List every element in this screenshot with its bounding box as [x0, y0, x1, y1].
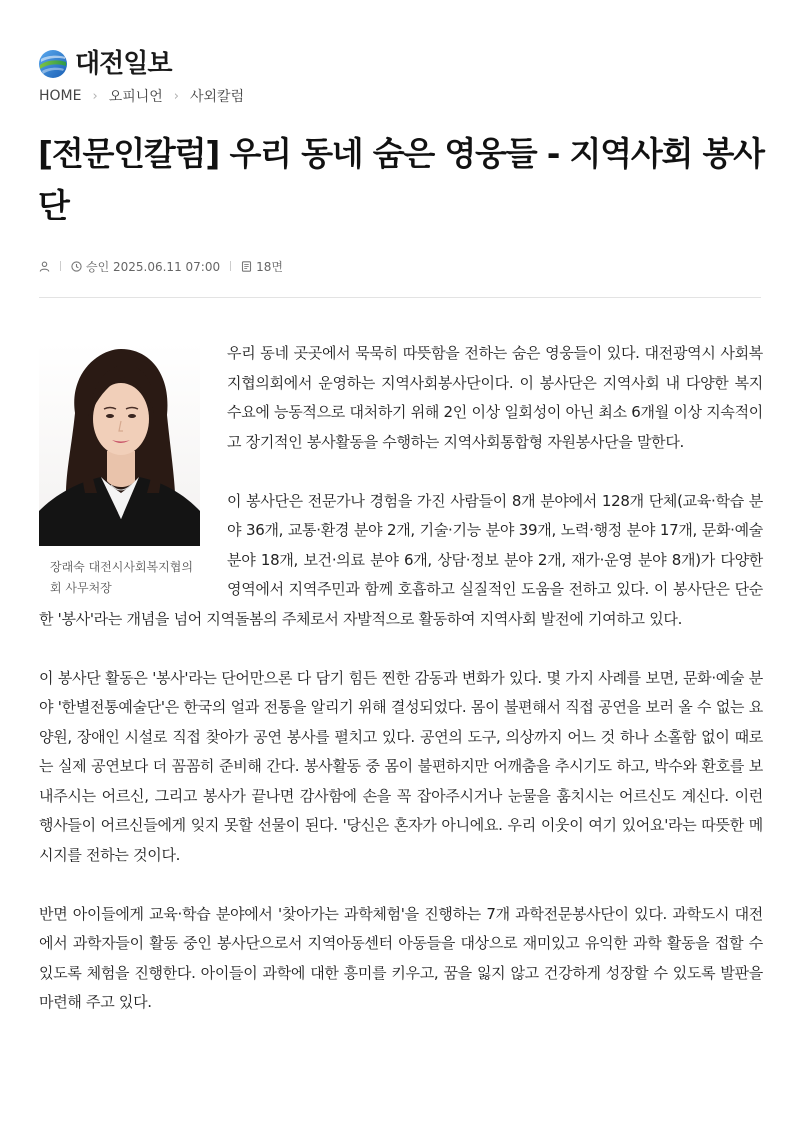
newspaper-page-icon: [241, 261, 252, 272]
site-logo[interactable]: [38, 46, 171, 82]
article-title: [전문인칼럼] 우리 동네 숨은 영웅들 - 지역사회 봉사단: [38, 134, 764, 225]
chevron-right-icon: ›: [173, 88, 179, 104]
meta-divider: [230, 261, 231, 271]
breadcrumb-opinion[interactable]: 오피니언: [108, 89, 163, 105]
author-info[interactable]: [39, 261, 50, 272]
approval-text: 승인 2025.06.11 07:00: [86, 259, 221, 274]
breadcrumb: [39, 86, 244, 106]
chevron-right-icon: ›: [92, 88, 98, 104]
photo-space: [39, 339, 227, 604]
article-paragraph: 이 봉사단은 전문가나 경험을 가진 사람들이 8개 분야에서 128개 단체(교육·학습 분야 36개, 교통·환경 분야 2개, 기술·기능 분야 39개, 노력·행정 분야 17개, 문화·예술 분야 18개, 보건·의료 분야 6개, 상담·정보 분야 2개, 재가·운영 분야 8개)가 다양한 영역에서 지역주민과 함께 호흡하고 실질적인 도움을 전하고 있다. 이 봉사단은 단순한 '봉사'라는 개념을 넘어 지역돌봄의 주체로서 자발적으로 활동하여 지역사회 발전에 기여하고 있다.: [39, 491, 763, 628]
breadcrumb-home[interactable]: HOME: [39, 88, 82, 104]
article-meta: [39, 255, 283, 277]
header-divider: [39, 297, 761, 298]
breadcrumb-external-column[interactable]: 사외칼럼: [190, 89, 245, 105]
print-page: [241, 258, 283, 275]
article-paragraph: 우리 동네 곳곳에서 묵묵히 따뜻함을 전하는 숨은 영웅들이 있다. 대전광역시 사회복지협의회에서 운영하는 지역사회봉사단이다. 이 봉사단은 지역사회 내 다양한 복지수요에 능동적으로 대처하기 위해 2인 이상 일회성이 아닌 최소 6개월 이상 지속적이고 장기적인 봉사활동을 수행하는 지역사회통합형 자원봉사단을 말한다.: [227, 344, 763, 451]
globe-logo-icon: [38, 49, 68, 79]
article-paragraph: 반면 아이들에게 교육·학습 분야에서 '찾아가는 과학체험'을 진행하는 7개 과학전문봉사단이 있다. 과학도시 대전에서 과학자들이 활동 중인 봉사단으로서 지역아동센터 아동들을 대상으로 재미있고 유익한 과학 활동을 접할 수 있도록 체험을 진행한다. 아이들이 과학에 대한 흥미를 키우고, 꿈을 잃지 않고 건강하게 성장할 수 있도록 발판을 마련해 주고 있다.: [39, 904, 763, 1011]
meta-divider: [60, 261, 61, 271]
photo-caption: 장래숙 대전시사회복지협의회 사무처장: [50, 560, 193, 595]
clock-icon: [71, 261, 82, 272]
approval-time: [71, 258, 220, 275]
logo-text: 대전일보: [75, 49, 172, 79]
article-body: [39, 339, 763, 1047]
article-paragraph: 이 봉사단 활동은 '봉사'라는 단어만으론 다 담기 힘든 찐한 감동과 변화가 있다. 몇 가지 사례를 보면, 문화·예술 분야 '한별전통예술단'은 한국의 얼과 전통을 알리기 위해 결성되었다. 몸이 불편해서 직접 공연을 보러 올 수 없는 요양원, 장애인 시설로 직접 찾아가 공연 봉사를 펼치고 있다. 공연의 도구, 의상까지 어느 것 하나 소홀함 없이 때로는 실제 공연보다 더 꼼꼼히 준비해 간다. 봉사활동 중 몸이 불편하지만 어깨춤을 추시기도 하고, 박수와 환호를 보내주시는 어르신, 그리고 봉사가 끝나면 감사함에 손을 꼭 잡아주시거나 눈물을 훔치시는 어르신도 계신다. 이런 행사들이 어르신들에게 잊지 못할 선물이 된다. '당신은 혼자가 아니에요. 우리 이웃이 여기 있어요'라는 따뜻한 메시지를 전하는 것이다.: [39, 668, 763, 864]
person-icon: [39, 261, 50, 272]
page-number-text: 18면: [256, 259, 283, 274]
